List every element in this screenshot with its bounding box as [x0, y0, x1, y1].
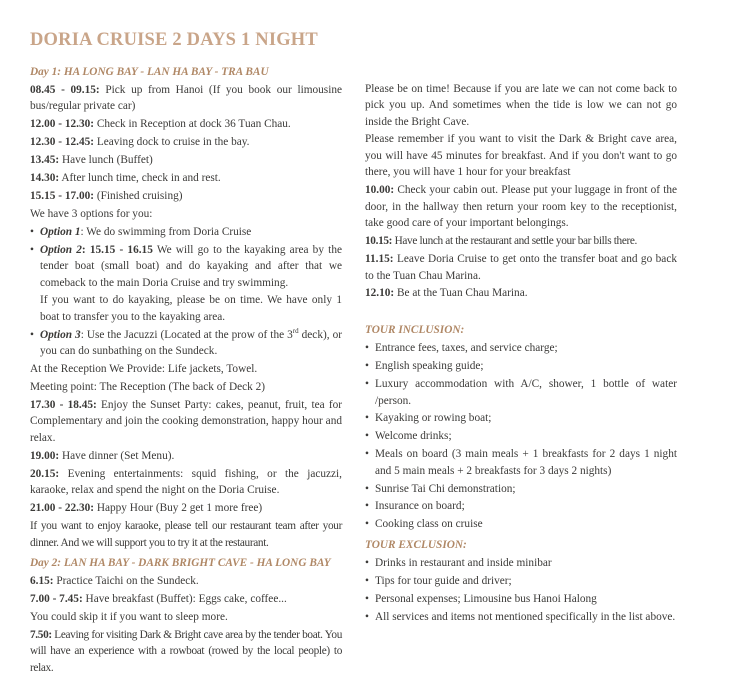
schedule-item: 19.00: Have dinner (Set Menu). — [30, 449, 175, 462]
exclusion-item: • All services and items not mentioned specifically in the list above. — [365, 609, 677, 626]
schedule-item: 14.30: After lunch time, check in and rest. — [30, 171, 221, 184]
exclusion-item: • Drinks in restaurant and inside minibar — [365, 555, 677, 572]
schedule-item: 12.30 - 12.45: Leaving dock to cruise in the bay. — [30, 136, 250, 149]
schedule-item: 08.45 - 09.15: Pick up from Hanoi (If you book our limousine bus/regular private car) — [30, 83, 343, 113]
schedule-item: 20.15: Evening entertainments: squid fishing, or the jacuzzi, karaoke, relax and spend the night on the Doria Cruise. — [30, 467, 342, 497]
options-intro: We have 3 options for you: — [30, 207, 153, 220]
exclusion-item: • Personal expenses; Limousine bus Hanoi Halong — [365, 591, 677, 608]
day2-heading: Day 2: LAN HA BAY - DARK BRIGHT CAVE - HA LONG BAY — [30, 557, 331, 570]
meeting-point: Meeting point: The Reception (The back of Deck 2) — [30, 381, 266, 394]
schedule-item: 6.15: Practice Taichi on the Sundeck. — [30, 575, 199, 588]
schedule-item: 12.10: Be at the Tuan Chau Marina. — [365, 287, 528, 300]
schedule-item: 21.00 - 22.30: Happy Hour (Buy 2 get 1 more free) — [30, 502, 263, 515]
schedule-item: 17.30 - 18.45: Enjoy the Sunset Party: cakes, peanut, fruit, tea for Complementary and join the cooking demonstration, happy hour and relax. — [30, 398, 342, 444]
page-title: DORIA CRUISE 2 DAYS 1 NIGHT — [30, 30, 318, 50]
inclusion-item: • Entrance fees, taxes, and service charge; — [365, 340, 677, 357]
schedule-item: 10.15: Have lunch at the restaurant and settle your bar bills there. — [365, 235, 638, 248]
option-2: • Option 2: 15.15 - 16.15 We will go to the kayaking area by the tender boat (small boat) and do kayaking and after that we comeback to the main Doria Cruise and try swimming. — [30, 242, 342, 292]
schedule-item: 12.00 - 12.30: Check in Reception at dock 36 Tuan Chau. — [30, 118, 291, 131]
schedule-item: 7.00 - 7.45: Have breakfast (Buffet): Eggs cake, coffee... — [30, 593, 287, 606]
reception-provide: At the Reception We Provide: Life jackets, Towel. — [30, 363, 258, 376]
remember-note: Please remember if you want to visit the Dark & Bright cave area, you will have 45 minutes for breakfast. And if you don't want to go there, you will have 1 hour for your breakfast — [365, 133, 677, 179]
schedule-item: 10.00: Check your cabin out. Please put your luggage in front of the door, in the hallway then return your room key to the receptionist, take good care of your important belongings. — [365, 184, 677, 230]
option-1: • Option 1: We do swimming from Doria Cruise — [30, 224, 342, 241]
schedule-item: 7.50: Leaving for visiting Dark & Bright cave area by the tender boat. You will have an experience with a rowboat (rowed by the local people) to relax. — [30, 628, 342, 674]
schedule-item: 13.45: Have lunch (Buffet) — [30, 154, 153, 167]
karaoke-note: If you want to enjoy karaoke, please tell our restaurant team after your dinner. And we will support you to try it at the restaurant. — [30, 520, 342, 549]
inclusion-item: • Meals on board (3 main meals + 1 breakfasts for 2 days 1 night and 5 main meals + 2 breakfasts for 3 days 2 nights) — [365, 446, 677, 479]
schedule-item: 15.15 - 17.00: (Finished cruising) — [30, 189, 183, 202]
option-3: • Option 3: Use the Jacuzzi (Located at the prow of the 3rd deck), or you can do sunbathing on the Sundeck. — [30, 327, 342, 360]
right-column — [365, 64, 677, 627]
ontime-note: Please be on time! Because if you are late we can not come back to pick you up. And sometimes when the tide is low we can not go inside the Bright Cave. — [365, 82, 677, 128]
inclusion-heading: TOUR INCLUSION: — [365, 324, 465, 337]
day1-heading: Day 1: HA LONG BAY - LAN HA BAY - TRA BAU — [30, 66, 269, 78]
inclusion-item: • Welcome drinks; — [365, 428, 677, 445]
skip-note: You could skip it if you want to sleep more. — [30, 611, 228, 624]
inclusion-item: • Kayaking or rowing boat; — [365, 410, 677, 427]
exclusion-heading: TOUR EXCLUSION: — [365, 539, 467, 552]
inclusion-item: • English speaking guide; — [365, 358, 677, 375]
inclusion-item: • Cooking class on cruise — [365, 516, 677, 533]
inclusion-item: • Sunrise Tai Chi demonstration; — [365, 481, 677, 498]
inclusion-item: • Insurance on board; — [365, 498, 677, 515]
exclusion-item: • Tips for tour guide and driver; — [365, 573, 677, 590]
option-2-note: If you want to do kayaking, please be on time. We have only 1 boat to transfer you to the kayaking area. — [40, 294, 342, 323]
left-column — [30, 64, 342, 678]
inclusion-item: • Luxury accommodation with A/C, shower, 1 bottle of water /person. — [365, 376, 677, 409]
schedule-item: 11.15: Leave Doria Cruise to get onto the transfer boat and go back to the Tuan Chau Marina. — [365, 253, 677, 282]
